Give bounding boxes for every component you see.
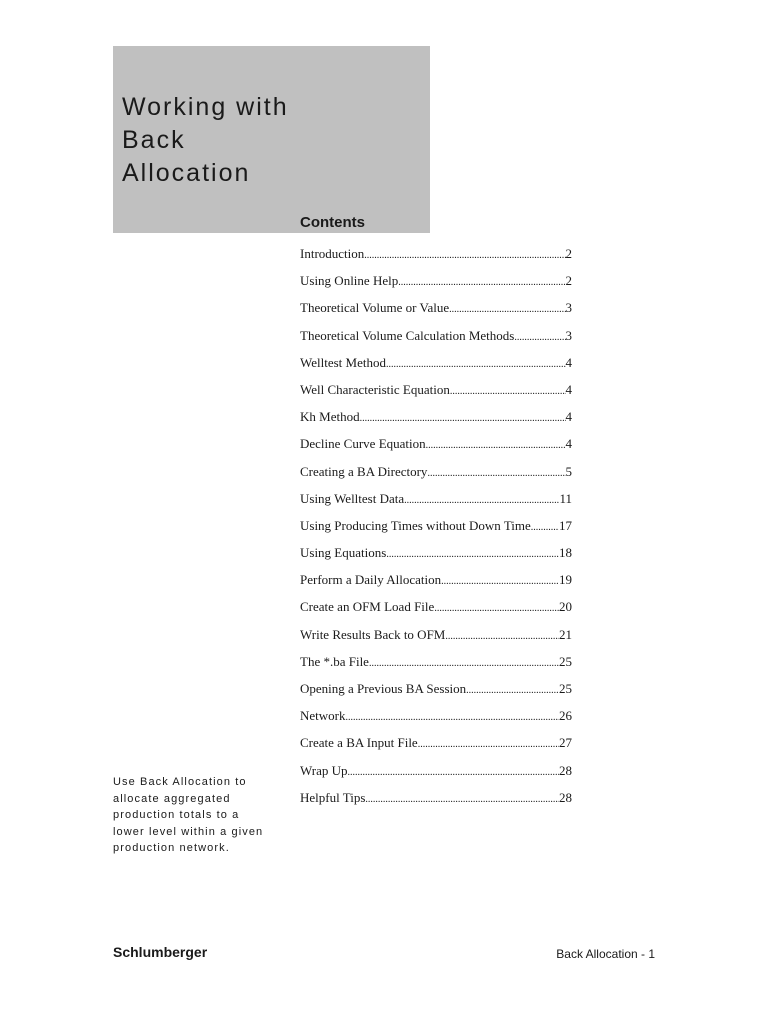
toc-entry-title: Introduction xyxy=(300,246,365,261)
toc-dot-leader xyxy=(404,489,559,511)
toc-dot-leader xyxy=(441,570,559,592)
toc-entry-page: 11 xyxy=(559,490,572,506)
toc-dot-leader xyxy=(531,516,559,538)
toc-entry-page: 27 xyxy=(559,735,572,751)
toc-entry-page: 26 xyxy=(559,708,572,724)
toc-entry-title: Creating a BA Directory xyxy=(300,463,428,479)
toc-entry[interactable] xyxy=(300,353,572,380)
toc-entry-title: Perform a Daily Allocation xyxy=(300,572,442,588)
toc-entry[interactable] xyxy=(300,326,572,353)
toc-entry-page: 19 xyxy=(559,572,572,588)
toc-entry-page: 28 xyxy=(559,789,572,805)
toc-dot-leader xyxy=(386,543,559,565)
toc-dot-leader xyxy=(369,652,559,674)
toc-dot-leader xyxy=(466,679,559,701)
sidenote: Use Back Allocation to allocate aggregated production totals to a lower level within a given production network. xyxy=(113,776,264,855)
toc-entry-page: 17 xyxy=(559,517,572,533)
document-title xyxy=(122,91,289,190)
toc-dot-leader xyxy=(386,353,566,375)
toc-entry[interactable] xyxy=(300,652,572,679)
toc-dot-leader xyxy=(426,434,566,456)
toc-dot-leader xyxy=(360,407,566,429)
title-line-2: Back xyxy=(122,126,186,154)
toc-entry-title: Wrap Up xyxy=(300,762,348,778)
toc-dot-leader xyxy=(449,298,565,320)
toc-entry[interactable] xyxy=(300,733,572,760)
toc-entry-title: Helpful Tips xyxy=(300,789,366,805)
toc-entry[interactable] xyxy=(300,597,572,624)
toc-entry[interactable] xyxy=(300,244,572,271)
toc-entry-title: Using Welltest Data xyxy=(300,490,405,506)
toc-entry[interactable] xyxy=(300,380,572,407)
toc-dot-leader xyxy=(445,625,559,647)
toc-entry-title: Create an OFM Load File xyxy=(300,599,435,615)
toc-entry[interactable] xyxy=(300,788,572,815)
toc-dot-leader xyxy=(450,380,566,402)
toc-entry-title: Using Online Help xyxy=(300,273,399,289)
toc-entry[interactable] xyxy=(300,271,572,298)
title-banner xyxy=(113,46,430,233)
title-line-1: Working with xyxy=(122,93,289,121)
contents-heading: Contents xyxy=(300,214,365,231)
toc-entry-page: 21 xyxy=(559,626,572,642)
footer-company: Schlumberger xyxy=(113,944,208,960)
toc-dot-leader xyxy=(365,788,559,810)
toc-dot-leader xyxy=(346,706,560,728)
toc-entry-title: Write Results Back to OFM xyxy=(300,626,446,642)
toc-entry[interactable] xyxy=(300,679,572,706)
toc-entry-title: Using Producing Times without Down Time xyxy=(300,517,531,533)
toc-entry-page: 3 xyxy=(565,300,572,316)
toc-entry-title: Theoretical Volume or Value xyxy=(300,300,450,316)
toc-entry-title: Create a BA Input File xyxy=(300,735,418,751)
toc-entry-page: 4 xyxy=(565,354,572,370)
toc-entry-title: Well Characteristic Equation xyxy=(300,381,450,397)
toc-dot-leader xyxy=(514,326,565,348)
toc-entry-page: 4 xyxy=(565,381,572,397)
toc-entry-title: Using Equations xyxy=(300,545,387,561)
toc-entry-page: 20 xyxy=(559,599,572,615)
toc-entry-page: 18 xyxy=(559,545,572,561)
toc-entry[interactable] xyxy=(300,761,572,788)
toc-entry-page: 4 xyxy=(565,409,572,425)
toc-entry-page: 25 xyxy=(559,681,572,696)
toc-entry[interactable] xyxy=(300,434,572,461)
footer-page-label: Back Allocation - 1 xyxy=(556,947,655,961)
toc-entry-page: 25 xyxy=(559,653,572,669)
toc-entry-title: Theoretical Volume Calculation Methods xyxy=(300,327,515,343)
toc-entry-page: 3 xyxy=(565,327,572,343)
toc-entry[interactable] xyxy=(300,706,572,733)
toc-entry[interactable] xyxy=(300,570,572,597)
toc-entry-title: Network xyxy=(300,708,346,724)
toc-dot-leader xyxy=(427,462,565,484)
toc-dot-leader xyxy=(364,244,565,266)
toc-entry-page: 2 xyxy=(565,273,572,289)
toc-dot-leader xyxy=(348,761,560,783)
toc-entry-title: Opening a Previous BA Session xyxy=(300,681,467,696)
toc-entry[interactable] xyxy=(300,625,572,652)
toc-entry[interactable] xyxy=(300,298,572,325)
toc-entry[interactable] xyxy=(300,462,572,489)
table-of-contents xyxy=(300,244,572,815)
toc-entry-page: 2 xyxy=(565,246,572,261)
toc-entry-page: 5 xyxy=(565,463,572,479)
toc-dot-leader xyxy=(398,271,565,293)
toc-entry[interactable] xyxy=(300,407,572,434)
toc-entry-title: Kh Method xyxy=(300,409,360,425)
toc-entry-title: Decline Curve Equation xyxy=(300,436,426,452)
toc-entry[interactable] xyxy=(300,489,572,516)
toc-entry-title: Welltest Method xyxy=(300,354,386,370)
title-line-3: Allocation xyxy=(122,159,251,187)
toc-dot-leader xyxy=(418,733,559,755)
toc-entry-page: 4 xyxy=(565,436,572,452)
toc-entry[interactable] xyxy=(300,516,572,543)
toc-entry-page: 28 xyxy=(559,762,572,778)
toc-entry[interactable] xyxy=(300,543,572,570)
toc-entry-title: The *.ba File xyxy=(300,653,369,669)
toc-dot-leader xyxy=(434,597,559,619)
